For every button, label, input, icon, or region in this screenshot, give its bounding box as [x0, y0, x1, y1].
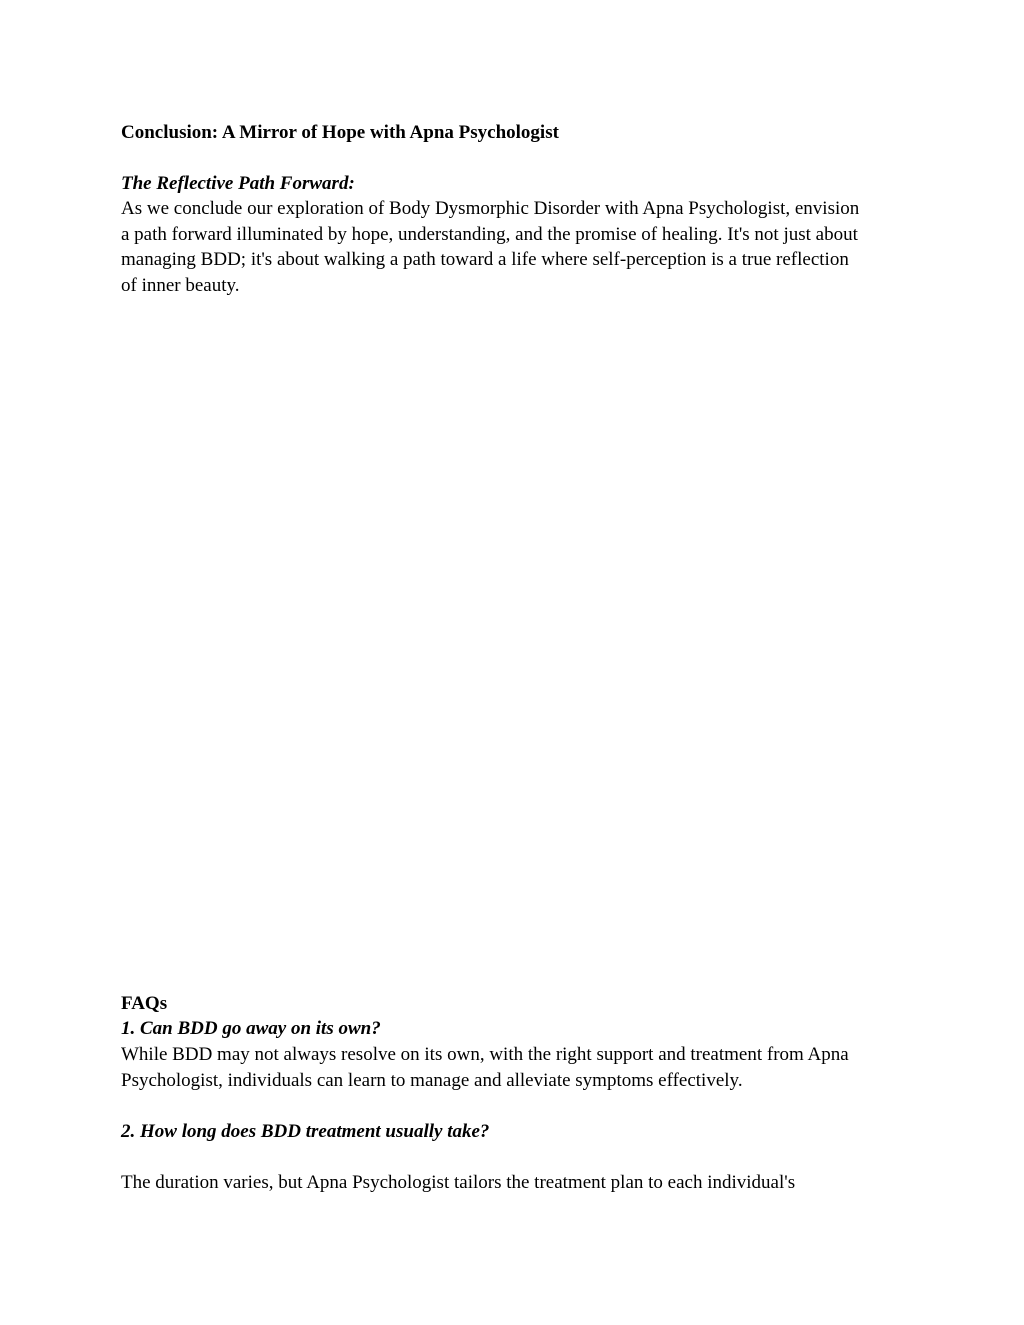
- faq-answer-line: While BDD may not always resolve on its own, with the right support and treatment from Apna: [121, 1044, 849, 1065]
- conclusion-paragraph-line: of inner beauty.: [121, 275, 240, 297]
- faq-question-1: 1. Can BDD go away on its own?: [121, 1018, 381, 1039]
- faq-answer-line: Psychologist, individuals can learn to manage and alleviate symptoms effectively.: [121, 1069, 743, 1091]
- faq-answer-2: [121, 1170, 911, 1196]
- faq-answer-1: [121, 1042, 911, 1093]
- conclusion-paragraph-line: a path forward illuminated by hope, understanding, and the promise of healing. It's not just about: [121, 223, 858, 245]
- conclusion-paragraph: [121, 196, 911, 299]
- conclusion-paragraph-line: managing BDD; it's about walking a path toward a life where self-perception is a true reflection: [121, 249, 849, 271]
- faq-answer-line: The duration varies, but Apna Psychologist tailors the treatment plan to each individual's: [121, 1172, 796, 1193]
- conclusion-subheading: The Reflective Path Forward:: [121, 173, 355, 194]
- faqs-heading: FAQs: [121, 993, 168, 1014]
- faq-question-2: 2. How long does BDD treatment usually take?: [121, 1121, 490, 1142]
- conclusion-paragraph-line: As we conclude our exploration of Body Dysmorphic Disorder with Apna Psychologist, envision: [121, 198, 860, 219]
- conclusion-heading: Conclusion: A Mirror of Hope with Apna Psychologist: [121, 122, 559, 143]
